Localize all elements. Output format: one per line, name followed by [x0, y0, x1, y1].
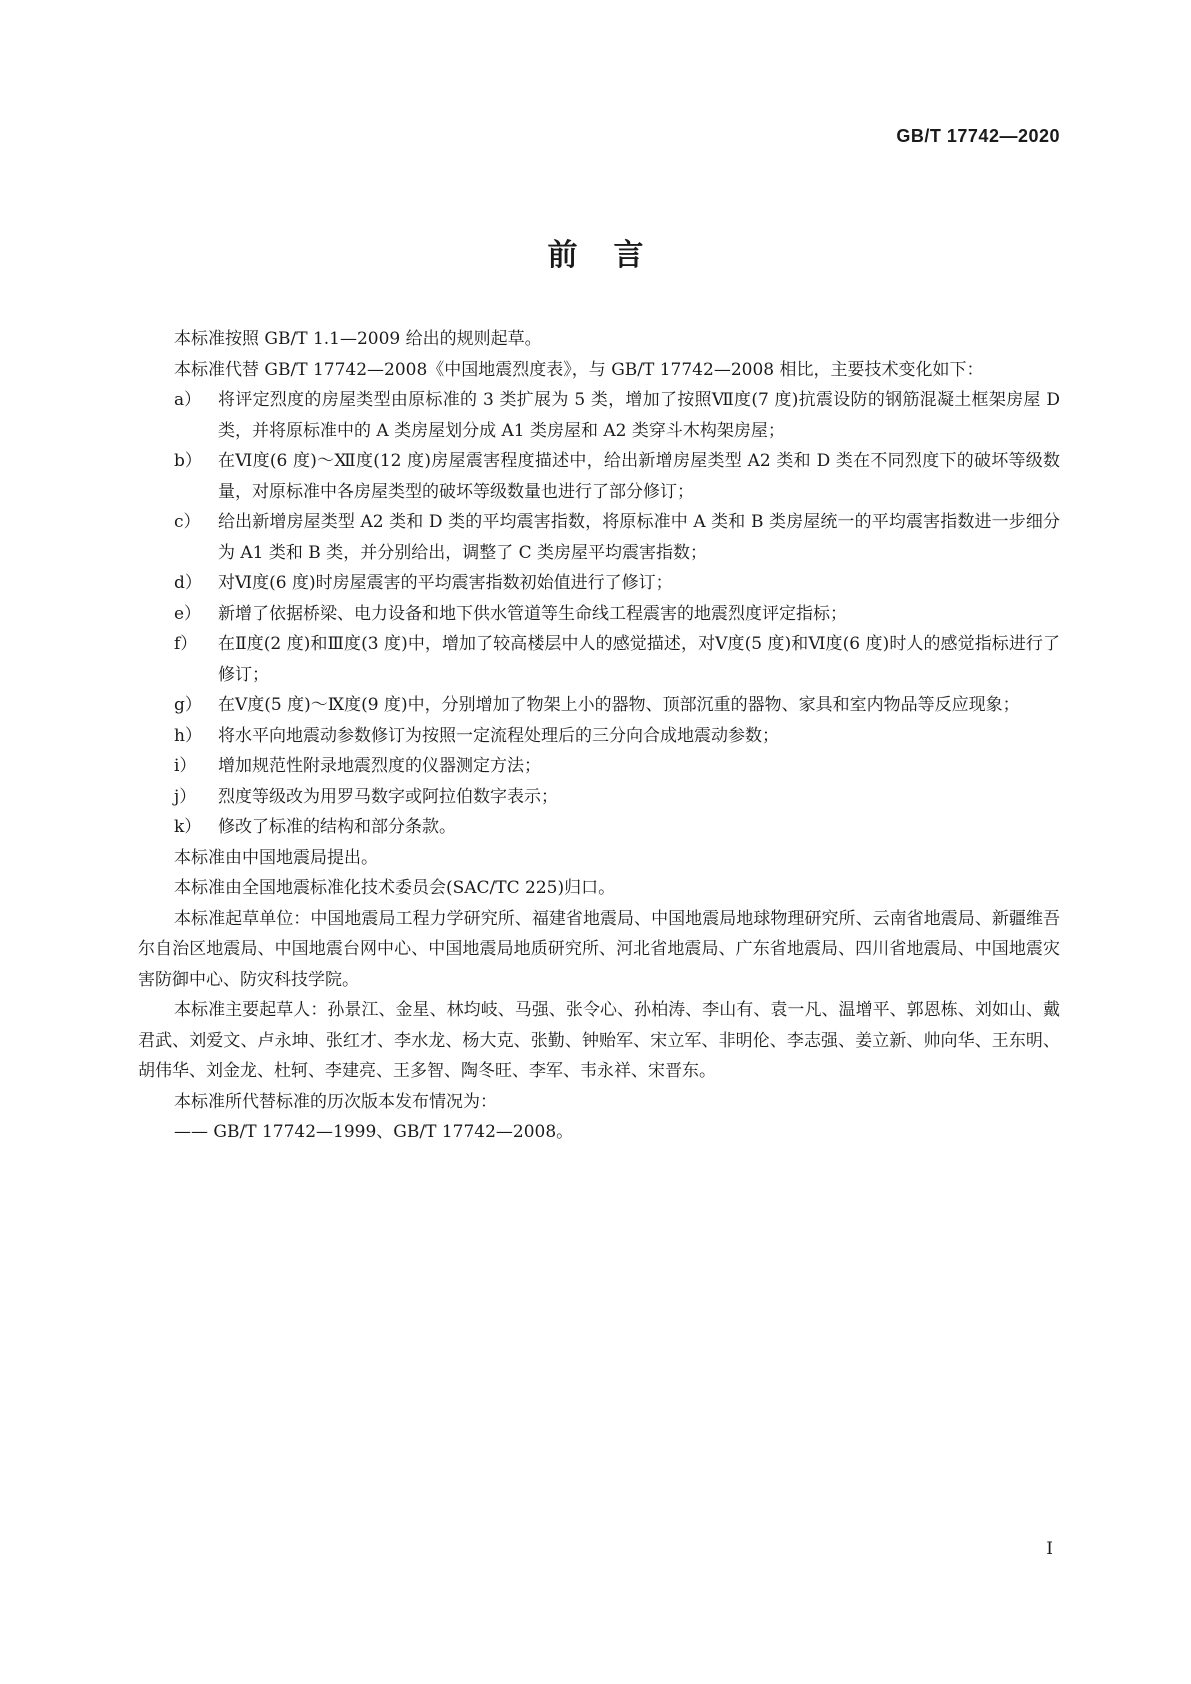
list-item-text: 将评定烈度的房屋类型由原标准的 3 类扩展为 5 类，增加了按照Ⅶ度(7 度)抗震设防的钢筋混凝土框架房屋 D 类，并将原标准中的 A 类房屋划分成 A1 类房屋和 A2 类穿斗木构架房屋；	[218, 390, 1060, 441]
paragraph-technical-committee: 本标准由全国地震标准化技术委员会(SAC/TC 225)归口。	[174, 878, 616, 898]
list-item	[138, 782, 1060, 813]
list-item	[138, 385, 1060, 446]
list-item-text: 修改了标准的结构和部分条款。	[218, 817, 456, 837]
list-item-text: 在Ⅴ度(5 度)～Ⅸ度(9 度)中，分别增加了物架上小的器物、顶部沉重的器物、家具和室内物品等反应现象；	[218, 695, 1020, 715]
list-marker: k）	[174, 817, 202, 837]
list-item	[138, 812, 1060, 843]
document-body	[138, 324, 1060, 1148]
previous-versions-line: —— GB/T 17742—1999、GB/T 17742—2008。	[174, 1122, 574, 1142]
list-item-text: 增加规范性附录地震烈度的仪器测定方法；	[218, 756, 541, 776]
list-item-text: 对Ⅵ度(6 度)时房屋震害的平均震害指数初始值进行了修订；	[218, 573, 673, 593]
list-item	[138, 629, 1060, 690]
list-marker: j）	[174, 786, 197, 807]
list-item	[138, 599, 1060, 630]
list-item-text: 在Ⅵ度(6 度)～Ⅻ度(12 度)房屋震害程度描述中，给出新增房屋类型 A2 类和 D 类在不同烈度下的破坏等级数量，对原标准中各房屋类型的破坏等级数量也进行了部分修订；	[218, 451, 1060, 502]
standard-code-header: GB/T 17742—2020	[896, 126, 1060, 146]
paragraph-proposed-by: 本标准由中国地震局提出。	[174, 847, 378, 868]
list-item	[138, 721, 1060, 752]
list-item-text: 将水平向地震动参数修订为按照一定流程处理后的三分向合成地震动参数；	[218, 725, 779, 746]
list-marker: g）	[174, 695, 202, 715]
list-marker: e）	[174, 603, 202, 624]
paragraph-version-history-intro: 本标准所代替标准的历次版本发布情况为：	[174, 1091, 497, 1112]
page-number: I	[1046, 1539, 1053, 1559]
list-marker: a）	[174, 390, 202, 410]
list-item	[138, 751, 1060, 782]
paragraph-drafting-organizations: 本标准起草单位：中国地震局工程力学研究所、福建省地震局、中国地震局地球物理研究所、云南省地震局、新疆维吾尔自治区地震局、中国地震台网中心、中国地震局地质研究所、河北省地震局、广东省地震局、四川省地震局、中国地震灾害防御中心、防灾科技学院。	[138, 908, 1060, 990]
list-item	[138, 690, 1060, 721]
paragraph-replacement-statement: 本标准代替 GB/T 17742—2008《中国地震烈度表》，与 GB/T 17742—2008 相比，主要技术变化如下：	[174, 359, 984, 380]
list-item-text: 给出新增房屋类型 A2 类和 D 类的平均震害指数，将原标准中 A 类和 B 类房屋统一的平均震害指数进一步细分为 A1 类和 B 类，并分别给出，调整了 C 类房屋平均震害指数；	[218, 512, 1060, 563]
list-marker: c）	[174, 512, 201, 532]
list-marker: b）	[174, 451, 202, 471]
list-item	[138, 446, 1060, 507]
list-item	[138, 507, 1060, 568]
page-title: 前言	[547, 238, 680, 273]
list-item	[138, 568, 1060, 599]
list-marker: i）	[174, 756, 197, 776]
technical-changes-list	[138, 385, 1060, 843]
list-marker: h）	[174, 725, 202, 746]
list-marker: d）	[174, 573, 202, 593]
paragraph-drafting-rules: 本标准按照 GB/T 1.1—2009 给出的规则起草。	[174, 329, 542, 349]
paragraph-drafters: 本标准主要起草人：孙景江、金星、林均岐、马强、张令心、孙柏涛、李山有、袁一凡、温增平、郭恩栋、刘如山、戴君武、刘爱文、卢永坤、张红才、李水龙、杨大克、张勤、钟贻军、宋立军、非明伦、李志强、姜立新、帅向华、王东明、胡伟华、刘金龙、杜轲、李建亮、王多智、陶冬旺、李军、韦永祥、宋晋东。	[138, 1000, 1060, 1081]
list-item-text: 在Ⅱ度(2 度)和Ⅲ度(3 度)中，增加了较高楼层中人的感觉描述，对Ⅴ度(5 度)和Ⅵ度(6 度)时人的感觉指标进行了修订；	[218, 634, 1060, 685]
list-item-text: 烈度等级改为用罗马数字或阿拉伯数字表示；	[218, 786, 558, 807]
list-marker: f）	[174, 634, 198, 654]
list-item-text: 新增了依据桥梁、电力设备和地下供水管道等生命线工程震害的地震烈度评定指标；	[218, 603, 847, 624]
